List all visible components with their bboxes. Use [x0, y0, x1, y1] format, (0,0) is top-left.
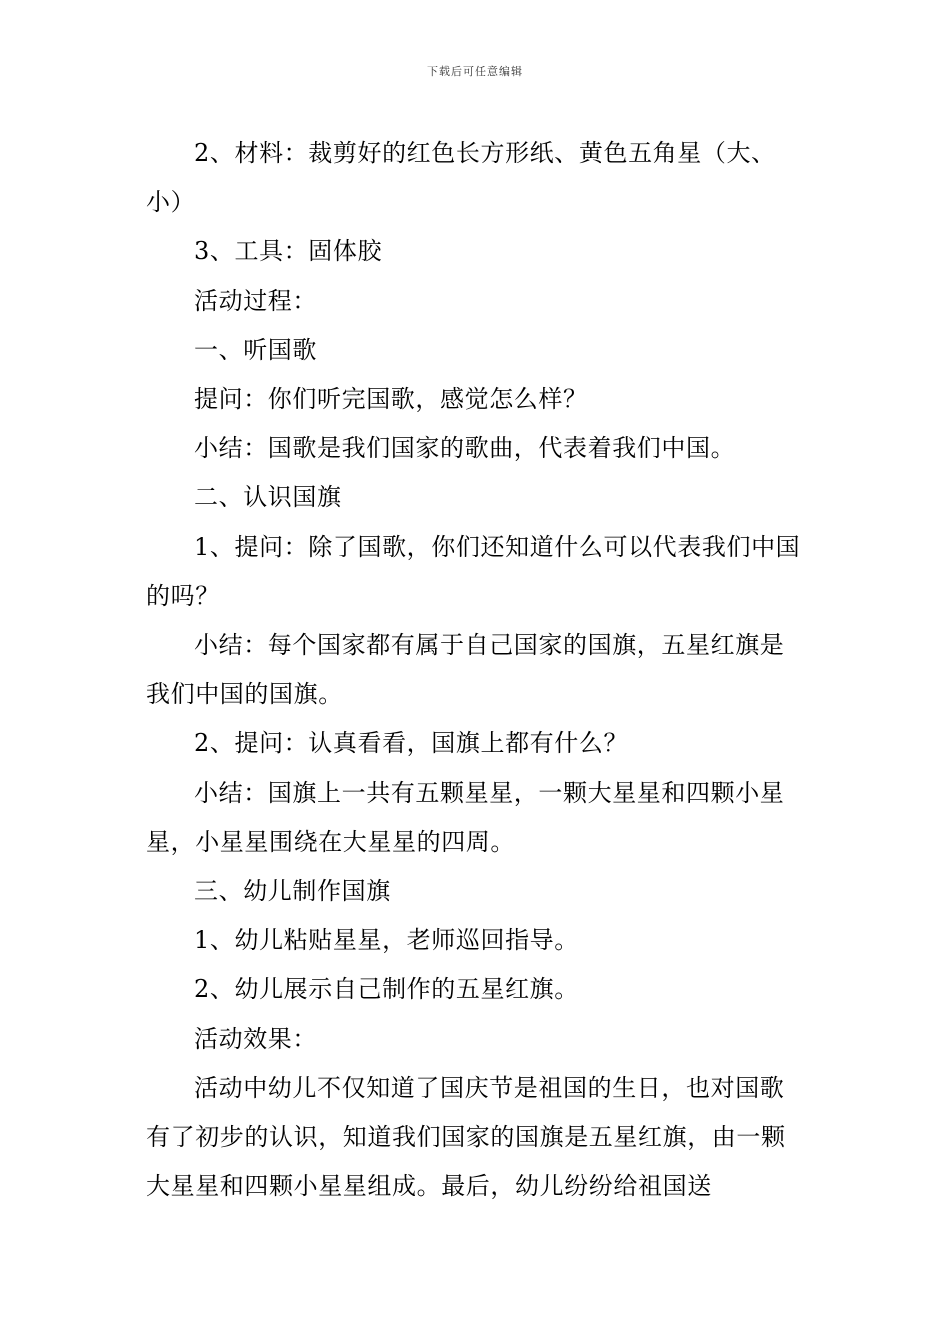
paragraph: 小结：国旗上一共有五颗星星，一颗大星星和四颗小星星，小星星围绕在大星星的四周。: [146, 778, 785, 856]
paragraph: 2、提问：认真看看，国旗上都有什么？: [194, 729, 629, 758]
paragraph: 1、幼儿粘贴星星，老师巡回指导。: [194, 926, 579, 955]
paragraph: 提问：你们听完国歌，感觉怎么样？: [194, 385, 588, 414]
paragraph: 2、材料：裁剪好的红色长方形纸、黄色五角星（大、小）: [146, 139, 776, 217]
paragraph: 活动效果：: [194, 1024, 317, 1053]
paragraph: 活动中幼儿不仅知道了国庆节是祖国的生日，也对国歌有了初步的认识，知道我们国家的国旗是五星红旗，由一颗大星星和四颗小星星组成。最后，幼儿纷纷给祖国送: [146, 1073, 786, 1201]
paragraph: 1、提问：除了国歌，你们还知道什么可以代表我们中国的吗？: [146, 532, 801, 610]
paragraph: 活动过程：: [194, 286, 317, 315]
document-body: [146, 129, 806, 1211]
paragraph: 一、听国歌: [194, 335, 317, 364]
paragraph: 3、工具：固体胶: [194, 237, 383, 266]
page-header: 下载后可任意编辑: [427, 65, 523, 78]
paragraph: 2、幼儿展示自己制作的五星红旗。: [194, 975, 579, 1004]
paragraph: 小结：每个国家都有属于自己国家的国旗，五星红旗是我们中国的国旗。: [146, 631, 785, 709]
paragraph: 二、认识国旗: [194, 483, 342, 512]
paragraph: 三、幼儿制作国旗: [194, 877, 391, 906]
paragraph: 小结：国歌是我们国家的歌曲，代表着我们中国。: [194, 434, 736, 463]
